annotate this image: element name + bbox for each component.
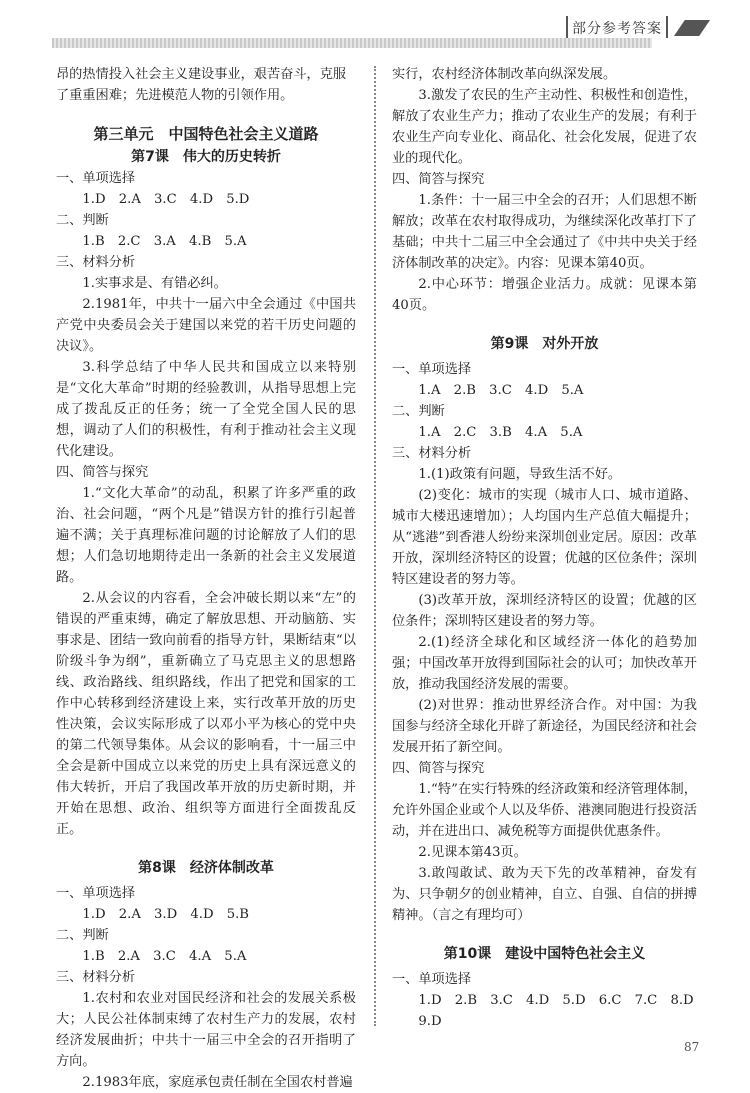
column-divider	[374, 66, 376, 1026]
answer-paragraph: 1.“文化大革命”的动乱，积累了许多严重的政治、社会问题，“两个凡是”错误方针的推行引起普遍不满；关于真理标准问题的讨论解放了人们的思想；人们急切地期待走出一条新的社会主义发展道路。	[56, 486, 356, 585]
answer-paragraph: 3.激发了农民的生产主动性、积极性和创造性，解放了农业生产力；推动了农业生产的发展；有利于农业生产向专业化、商品化、社会化发展，促进了农业的现代化。	[392, 88, 697, 166]
section-heading: 一、单项选择	[56, 171, 136, 186]
section-heading: 三、材料分析	[392, 446, 472, 461]
section-heading: 一、单项选择	[56, 886, 136, 901]
section-heading: 二、判断	[392, 404, 445, 419]
answer-line: 1.B 2.A 3.C 4.A 5.A	[82, 949, 247, 964]
answer-paragraph: 1.条件：十一届三中全会的召开；人们思想不断解放；改革在农村取得成功，为继续深化改革打下了基础；中共十二届三中全会通过了《中共中央关于经济体制改革的决定》。内容：见课本第40页。	[392, 193, 697, 271]
answer-paragraph: 3.敢闯敢试、敢为天下先的改革精神，奋发有为、只争朝夕的创业精神，自立、自强、自信的拼搏精神。（言之有理均可）	[392, 866, 697, 923]
section-heading: 四、简答与探究	[392, 761, 485, 776]
header-chevron-icon	[674, 20, 710, 36]
answer-paragraph: 2.1983年底，家庭承包责任制在全国农村普遍	[82, 1075, 353, 1090]
section-heading: 一、单项选择	[392, 972, 472, 987]
answer-paragraph: 3.科学总结了中华人民共和国成立以来特别是“文化大革命”时期的经验教训，从指导思想上完成了拨乱反正的任务；统一了全党全国人民的思想，调动了人们的积极性，有利于推动社会主义现代化建设。	[56, 360, 356, 459]
section-heading: 二、判断	[56, 213, 109, 228]
answer-paragraph: 2.中心环节：增强企业活力。成就：见课本第40页。	[392, 277, 697, 313]
answer-paragraph: 1.“特”在实行特殊的经济政策和经济管理体制，允许外国企业或个人以及华侨、港澳同胞进行投资活动，并在进出口、减免税等方面提供优惠条件。	[392, 782, 697, 839]
section-heading: 三、材料分析	[56, 255, 136, 270]
answer-line: 1.D 2.A 3.C 4.D 5.D	[82, 192, 250, 207]
answer-paragraph: (2)变化：城市的实现（城市人口、城市道路、城市大楼迅速增加）；人均国内生产总值大幅提升；从“逃港”到香港人纷纷来深圳创业定居。原因：改革开放，深圳经济特区的设置；优越的区位条件；深圳特区建设者的努力等。	[392, 488, 697, 587]
section-heading: 三、材料分析	[56, 970, 136, 985]
answer-line: 1.A 2.C 3.B 4.A 5.A	[418, 425, 583, 440]
answer-paragraph: 2.(1)经济全球化和区域经济一体化的趋势加强；中国改革开放得到国际社会的认可；加快改革开放，推动我国经济发展的需要。	[392, 635, 697, 692]
lesson-8-title: 第8课 经济体制改革	[138, 860, 274, 876]
header-bar-left	[566, 16, 568, 38]
header-band	[52, 38, 652, 48]
answer-paragraph: 2.从会议的内容看，全会冲破长期以来“左”的错误的严重束缚，确定了解放思想、开动脑筋、实事求是、团结一致向前看的指导方针，果断结束“以阶级斗争为纲”，重新确立了马克思主义的思想路线、政治路线、组织路线，作出了把党和国家的工作中心转移到经济建设上来，实行改革开放的历史性决策，会议实际形成了以邓小平为核心的党中央的第二代领导集体。从会议的影响看，十一届三中全会是新中国成立以来党的历史上具有深远意义的伟大转折，开启了我国改革开放的历史新时期，并开始在思想、政治、组织等方面进行全面拨乱反正。	[56, 591, 356, 837]
answer-line: 1.B 2.C 3.A 4.B 5.A	[82, 234, 247, 249]
section-heading: 四、简答与探究	[392, 172, 485, 187]
answer-paragraph: 2.1981年，中共十一届六中全会通过《中国共产党中央委员会关于建国以来党的若干历史问题的决议》。	[56, 297, 356, 354]
header-bar-right	[666, 16, 668, 38]
answer-paragraph: (2)对世界：推动世界经济合作。对中国：为我国参与经济全球化开辟了新途径，为国民经济和社会发展开拓了新空间。	[392, 698, 697, 755]
left-column	[56, 64, 356, 1093]
section-heading: 二、判断	[56, 928, 109, 943]
answer-line: 1.D 2.A 3.D 4.D 5.B	[82, 907, 249, 922]
lesson-10-title: 第10课 建设中国特色社会主义	[443, 946, 646, 962]
unit-title: 第三单元 中国特色社会主义道路	[93, 125, 319, 143]
answer-paragraph: 2.见课本第43页。	[418, 845, 527, 860]
answer-line: 1.A 2.B 3.C 4.D 5.A	[418, 383, 584, 398]
answer-paragraph: 1.农村和农业对国民经济和社会的发展关系极大；人民公社体制束缚了农村生产力的发展，农村经济发展曲折；中共十一届三中全会的召开指明了方向。	[56, 991, 356, 1069]
header-title: 部分参考答案	[572, 21, 662, 37]
lesson-9-title: 第9课 对外开放	[490, 336, 599, 352]
section-heading: 一、单项选择	[392, 362, 472, 377]
section-heading: 四、简答与探究	[56, 465, 149, 480]
answer-line: 1.D 2.B 3.C 4.D 5.D 6.C 7.C 8.D 9.D	[418, 993, 707, 1029]
intro-text: 昂的热情投入社会主义建设事业，艰苦奋斗，克服了重重困难；先进模范人物的引领作用。	[56, 67, 347, 103]
answer-paragraph: 1.实事求是、有错必纠。	[82, 276, 227, 291]
right-column	[392, 64, 707, 1032]
answer-paragraph: 1.(1)政策有问题，导致生活不好。	[418, 467, 622, 482]
lesson-7-title: 第7课 伟大的历史转折	[131, 149, 281, 165]
answer-paragraph: (3)改革开放，深圳经济特区的设置；优越的区位条件；深圳特区建设者的努力等。	[392, 593, 697, 629]
page-number: 87	[684, 1040, 700, 1054]
continued-text: 实行，农村经济体制改革向纵深发展。	[392, 67, 617, 82]
